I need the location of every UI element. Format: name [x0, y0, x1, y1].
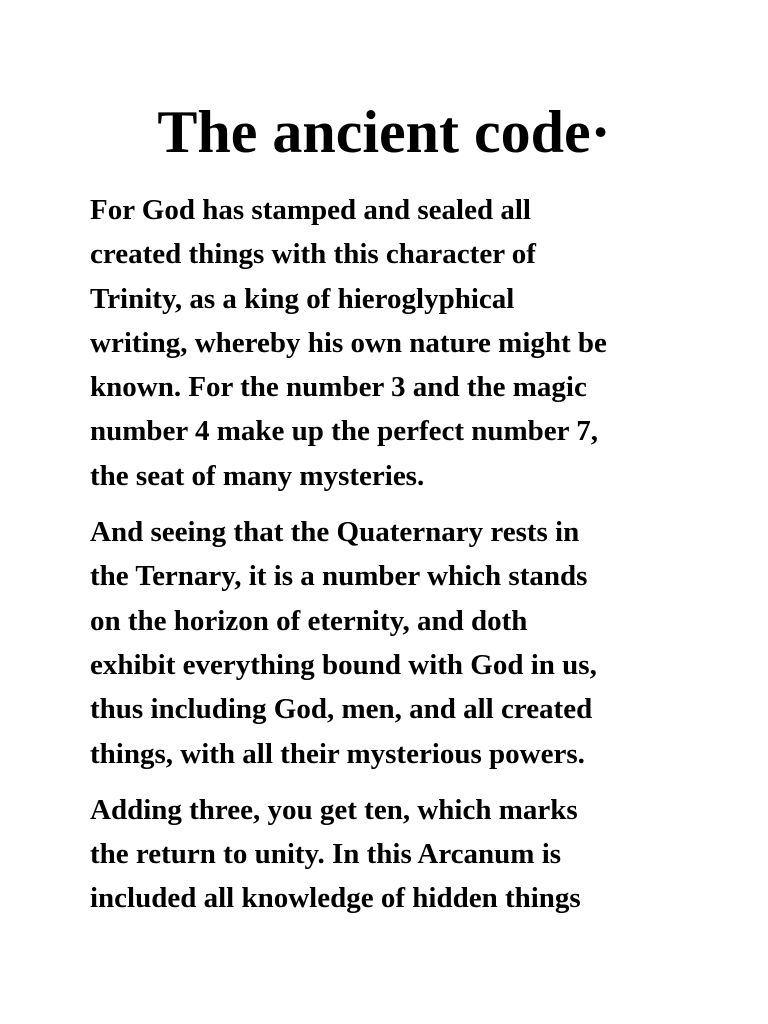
text-line: created things with this character of	[90, 238, 536, 271]
text-line: the Ternary, it is a number which stands	[90, 560, 588, 593]
page-title: The ancient code·	[157, 99, 611, 165]
text-line: included all knowledge of hidden things	[90, 882, 581, 915]
paragraph-3	[90, 788, 690, 921]
text-line: Trinity, as a king of hieroglyphical	[90, 282, 515, 315]
document-body	[90, 188, 690, 933]
text-line: number 4 make up the perfect number 7,	[90, 415, 599, 448]
paragraph-2	[90, 510, 690, 776]
paragraph-1	[90, 188, 690, 498]
text-line: Adding three, you get ten, which marks	[90, 793, 578, 826]
text-line: thus including God, men, and all created	[90, 693, 593, 726]
text-line: the seat of many mysteries.	[90, 459, 425, 492]
text-line: For God has stamped and sealed all	[90, 194, 531, 226]
text-line: exhibit everything bound with God in us,	[90, 648, 597, 681]
text-line: known. For the number 3 and the magic	[90, 371, 587, 404]
text-line: And seeing that the Quaternary rests in	[90, 516, 580, 549]
text-line: on the horizon of eternity, and doth	[90, 604, 528, 637]
text-line: things, with all their mysterious powers.	[90, 737, 585, 770]
text-line: the return to unity. In this Arcanum is	[90, 838, 562, 871]
text-line: writing, whereby his own nature might be	[90, 326, 607, 359]
